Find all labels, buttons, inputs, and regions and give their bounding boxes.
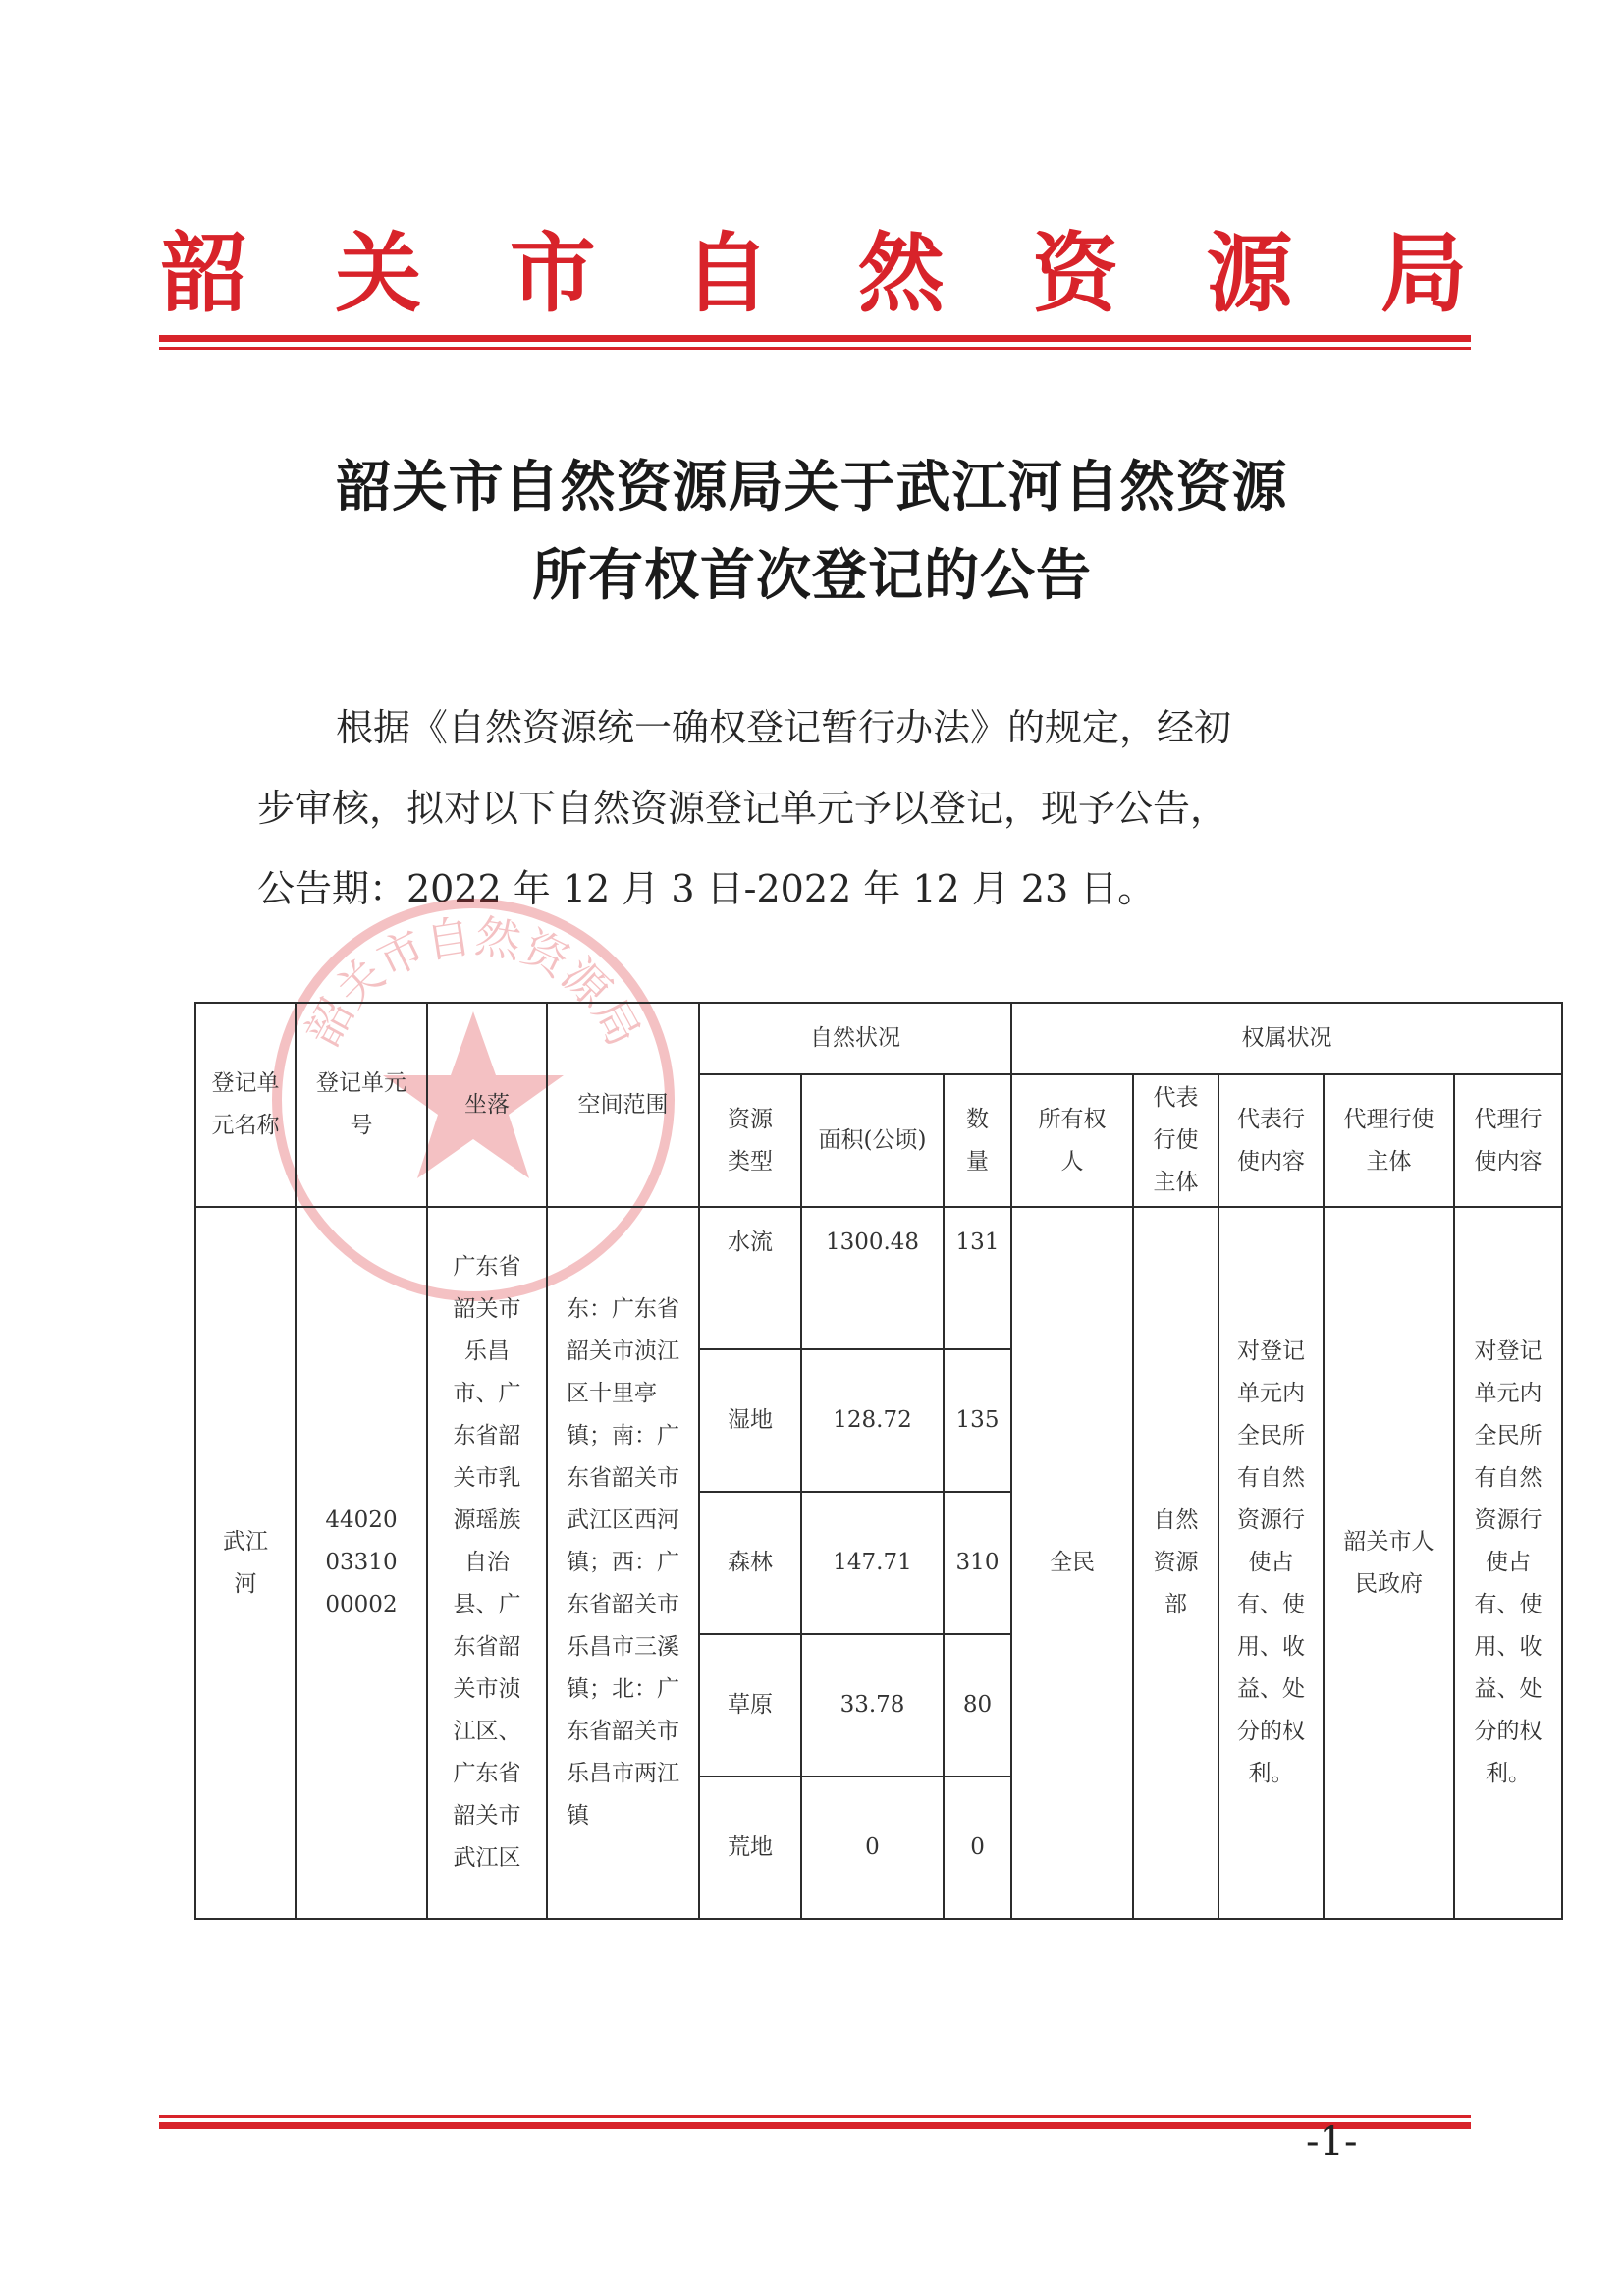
- notice-title-line2: 所有权首次登记的公告: [532, 543, 1092, 608]
- cell-count: 0: [944, 1777, 1011, 1919]
- letterhead-char: 自: [683, 222, 771, 324]
- letterhead-rule-thin: [159, 347, 1471, 350]
- body-line: 步审核，拟对以下自然资源登记单元予以登记，现予公告，: [257, 787, 1228, 830]
- cell-unit-no: 440200331000002: [296, 1207, 427, 1919]
- header-ownership-status: 权属状况: [1011, 1003, 1562, 1074]
- cell-resource-type: 森林: [699, 1492, 801, 1634]
- cell-agent-subject: 韶关市人民政府: [1324, 1207, 1454, 1919]
- header-rep-content: 代表行使内容: [1218, 1074, 1324, 1207]
- page-number: -1-: [1306, 2119, 1358, 2164]
- cell-area: 0: [801, 1777, 944, 1919]
- letterhead-char: 然: [857, 222, 945, 324]
- header-rep-subject: 代表行使主体: [1133, 1074, 1218, 1207]
- header-spatial-range: 空间范围: [547, 1003, 699, 1207]
- header-natural-status: 自然状况: [699, 1003, 1011, 1074]
- letterhead-char: 资: [1032, 222, 1119, 324]
- cell-resource-type: 水流: [699, 1207, 801, 1349]
- header-unit-no: 登记单元号: [296, 1003, 427, 1207]
- header-area: 面积(公顷): [801, 1074, 944, 1207]
- registration-table: [194, 1002, 1563, 1920]
- notice-title-line1: 韶关市自然资源局关于武江河自然资源: [336, 455, 1288, 519]
- letterhead-char: 市: [509, 222, 596, 324]
- header-agent-content: 代理行使内容: [1454, 1074, 1562, 1207]
- header-agent-subject: 代理行使主体: [1324, 1074, 1454, 1207]
- cell-agent-content: 对登记单元内全民所有自然资源行使占有、使用、收益、处分的权利。: [1454, 1207, 1562, 1919]
- cell-location: 广东省韶关市乐昌市、广东省韶关市乳源瑶族自治县、广东省韶关市浈江区、广东省韶关市武江区: [427, 1207, 547, 1919]
- letterhead-char: 源: [1206, 222, 1293, 324]
- footer-rule-thick: [159, 2122, 1471, 2129]
- letterhead-char: 局: [1380, 222, 1467, 324]
- body-line: 根据《自然资源统一确权登记暂行办法》的规定，经初: [336, 706, 1232, 749]
- cell-area: 1300.48: [801, 1207, 944, 1349]
- footer-rule-thin: [159, 2115, 1471, 2118]
- letterhead-rule-thick: [159, 335, 1471, 342]
- letterhead-char: 韶: [161, 222, 248, 324]
- cell-rep-subject: 自然资源部: [1133, 1207, 1218, 1919]
- body-line: 公告期：2022 年 12 月 3 日-2022 年 12 月 23 日。: [257, 867, 1156, 910]
- cell-rep-content: 对登记单元内全民所有自然资源行使占有、使用、收益、处分的权利。: [1218, 1207, 1324, 1919]
- cell-owner: 全民: [1011, 1207, 1133, 1919]
- letterhead-char: 关: [335, 222, 422, 324]
- header-owner: 所有权人: [1011, 1074, 1133, 1207]
- cell-count: 310: [944, 1492, 1011, 1634]
- cell-resource-type: 草原: [699, 1634, 801, 1777]
- header-resource-type: 资源类型: [699, 1074, 801, 1207]
- cell-resource-type: 荒地: [699, 1777, 801, 1919]
- header-location: 坐落: [427, 1003, 547, 1207]
- cell-count: 131: [944, 1207, 1011, 1349]
- seal-text: 韶关市自然资源局: [296, 908, 651, 1055]
- table-row: [195, 1207, 1562, 1349]
- cell-unit-name: 武江河: [195, 1207, 296, 1919]
- letterhead: [161, 218, 1467, 324]
- cell-spatial-range: 东：广东省韶关市浈江区十里亭镇；南：广东省韶关市武江区西河镇；西：广东省韶关市乐昌市三溪镇；北：广东省韶关市乐昌市两江镇: [547, 1207, 699, 1919]
- cell-area: 33.78: [801, 1634, 944, 1777]
- cell-resource-type: 湿地: [699, 1349, 801, 1492]
- notice-body: [257, 687, 1396, 929]
- header-unit-name: 登记单元名称: [195, 1003, 296, 1207]
- cell-count: 80: [944, 1634, 1011, 1777]
- header-count: 数量: [944, 1074, 1011, 1207]
- cell-count: 135: [944, 1349, 1011, 1492]
- cell-area: 147.71: [801, 1492, 944, 1634]
- cell-area: 128.72: [801, 1349, 944, 1492]
